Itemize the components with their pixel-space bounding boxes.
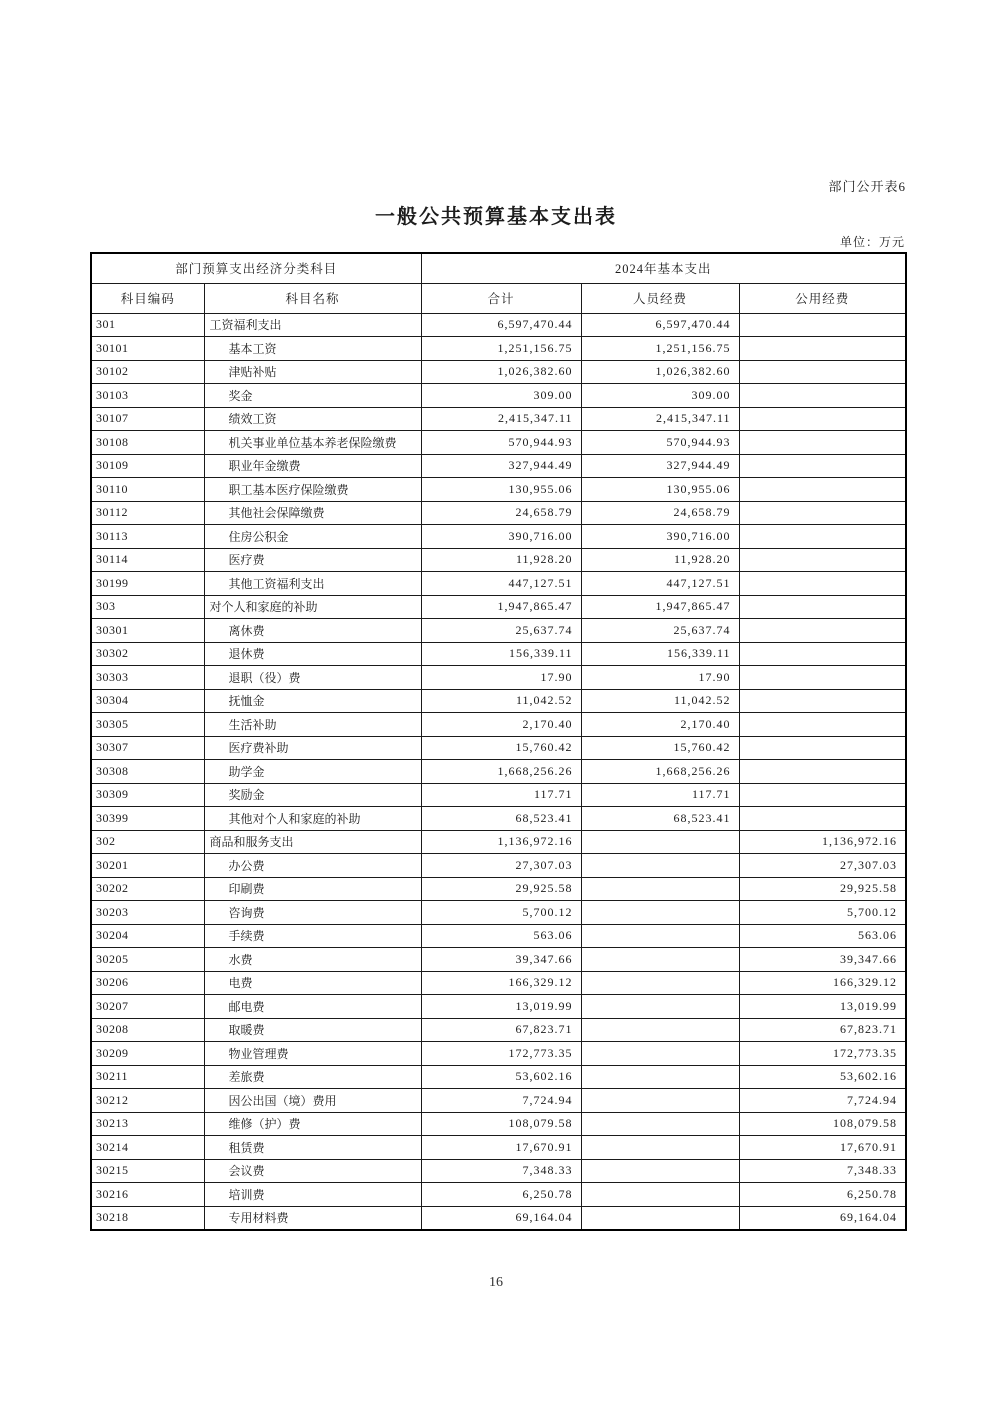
public-cell: 1,136,972.16 [739,830,906,854]
personnel-cell [581,877,739,901]
table-row [91,1065,906,1089]
subject-name-cell: 手续费 [204,924,421,948]
subject-name-cell: 差旅费 [204,1065,421,1089]
subject-code-cell: 302 [91,830,204,854]
subject-code-cell: 30205 [91,948,204,972]
subject-name-cell: 奖励金 [204,783,421,807]
personnel-cell: 6,597,470.44 [581,313,739,337]
subject-code-cell: 30211 [91,1065,204,1089]
total-cell: 108,079.58 [421,1112,581,1136]
subject-name-cell: 助学金 [204,760,421,784]
subject-name-cell: 水费 [204,948,421,972]
total-cell: 6,250.78 [421,1183,581,1207]
subject-code-cell: 30199 [91,572,204,596]
personnel-cell [581,830,739,854]
total-cell: 17.90 [421,666,581,690]
total-cell: 24,658.79 [421,501,581,525]
subject-name-cell: 绩效工资 [204,407,421,431]
subject-code-cell: 30212 [91,1089,204,1113]
public-cell [739,807,906,831]
total-cell: 447,127.51 [421,572,581,596]
public-cell: 29,925.58 [739,877,906,901]
personnel-cell: 1,668,256.26 [581,760,739,784]
table-row [91,337,906,361]
public-cell [739,666,906,690]
public-cell [739,407,906,431]
personnel-cell [581,854,739,878]
personnel-cell [581,1089,739,1113]
personnel-cell [581,971,739,995]
total-cell: 563.06 [421,924,581,948]
public-cell [739,619,906,643]
public-cell [739,760,906,784]
public-cell [739,313,906,337]
subject-code-cell: 30109 [91,454,204,478]
table-row [91,431,906,455]
total-cell: 39,347.66 [421,948,581,972]
public-cell: 5,700.12 [739,901,906,925]
subject-code-cell: 30209 [91,1042,204,1066]
subject-code-cell: 30107 [91,407,204,431]
subject-code-cell: 30110 [91,478,204,502]
public-cell: 69,164.04 [739,1206,906,1230]
subject-name-cell: 离休费 [204,619,421,643]
table-row [91,854,906,878]
public-cell: 17,670.91 [739,1136,906,1160]
page-title: 一般公共预算基本支出表 [375,206,617,228]
subject-name-cell: 其他工资福利支出 [204,572,421,596]
public-cell: 563.06 [739,924,906,948]
public-cell: 39,347.66 [739,948,906,972]
table-row [91,783,906,807]
subject-code-cell: 30308 [91,760,204,784]
personnel-cell [581,1159,739,1183]
total-cell: 309.00 [421,384,581,408]
subject-name-cell: 维修（护）费 [204,1112,421,1136]
subject-code-cell: 30113 [91,525,204,549]
table-row [91,313,906,337]
public-cell: 166,329.12 [739,971,906,995]
table-row [91,736,906,760]
personnel-cell [581,995,739,1019]
personnel-cell [581,1018,739,1042]
subject-code-cell: 30302 [91,642,204,666]
total-cell: 2,170.40 [421,713,581,737]
table-row [91,642,906,666]
total-cell: 53,602.16 [421,1065,581,1089]
subject-name-cell: 抚恤金 [204,689,421,713]
subject-name-cell: 商品和服务支出 [204,830,421,854]
table-row [91,1159,906,1183]
personnel-cell [581,948,739,972]
subject-code-cell: 30304 [91,689,204,713]
table-row [91,478,906,502]
personnel-cell: 2,170.40 [581,713,739,737]
table-row [91,501,906,525]
public-cell [739,501,906,525]
personnel-cell: 156,339.11 [581,642,739,666]
table-row [91,689,906,713]
public-cell [739,548,906,572]
table-row [91,1018,906,1042]
table-row [91,548,906,572]
public-cell [739,360,906,384]
table-row [91,572,906,596]
subject-name-cell: 其他对个人和家庭的补助 [204,807,421,831]
table-row [91,454,906,478]
subject-name-cell: 其他社会保障缴费 [204,501,421,525]
total-cell: 570,944.93 [421,431,581,455]
subject-code-cell: 30301 [91,619,204,643]
subject-code-cell: 30399 [91,807,204,831]
table-row [91,619,906,643]
subject-name-cell: 职工基本医疗保险缴费 [204,478,421,502]
public-cell [739,525,906,549]
subject-code-cell: 30114 [91,548,204,572]
table-row [91,384,906,408]
total-cell: 1,136,972.16 [421,830,581,854]
subject-name-cell: 邮电费 [204,995,421,1019]
table-row [91,948,906,972]
subject-name-cell: 退休费 [204,642,421,666]
subject-code-cell: 30202 [91,877,204,901]
public-cell [739,572,906,596]
subject-code-cell: 30101 [91,337,204,361]
personnel-cell [581,1183,739,1207]
total-cell: 166,329.12 [421,971,581,995]
total-cell: 1,026,382.60 [421,360,581,384]
subject-name-cell: 津贴补贴 [204,360,421,384]
total-cell: 11,042.52 [421,689,581,713]
total-cell: 1,251,156.75 [421,337,581,361]
subject-code-cell: 30112 [91,501,204,525]
public-cell: 108,079.58 [739,1112,906,1136]
subject-code-cell: 30213 [91,1112,204,1136]
public-cell [739,736,906,760]
subject-code-cell: 30303 [91,666,204,690]
subject-code-cell: 30108 [91,431,204,455]
subject-name-cell: 医疗费补助 [204,736,421,760]
subject-name-cell: 咨询费 [204,901,421,925]
unit-note: 单位：万元 [839,235,905,249]
subject-name-cell: 物业管理费 [204,1042,421,1066]
subject-code-cell: 30215 [91,1159,204,1183]
subject-name-cell: 租赁费 [204,1136,421,1160]
personnel-cell: 1,251,156.75 [581,337,739,361]
total-cell: 13,019.99 [421,995,581,1019]
personnel-cell [581,1042,739,1066]
personnel-cell: 24,658.79 [581,501,739,525]
table-row [91,877,906,901]
public-cell: 6,250.78 [739,1183,906,1207]
table-row [91,901,906,925]
budget-expenditure-table [90,252,907,1231]
total-cell: 25,637.74 [421,619,581,643]
page-number: 16 [489,1275,503,1290]
public-cell [739,642,906,666]
table-row [91,807,906,831]
header-columns-row [91,283,906,313]
subject-name-cell: 职业年金缴费 [204,454,421,478]
total-cell: 1,668,256.26 [421,760,581,784]
total-cell: 390,716.00 [421,525,581,549]
table-row [91,1112,906,1136]
subject-code-cell: 30203 [91,901,204,925]
table-row [91,525,906,549]
public-cell [739,689,906,713]
table-body [91,313,906,1230]
subject-code-cell: 30102 [91,360,204,384]
public-cell: 53,602.16 [739,1065,906,1089]
public-cell [739,783,906,807]
subject-name-cell: 基本工资 [204,337,421,361]
subject-code-cell: 30305 [91,713,204,737]
subject-code-cell: 30214 [91,1136,204,1160]
table-row [91,1042,906,1066]
table-row [91,924,906,948]
subject-code-cell: 30309 [91,783,204,807]
subject-code-cell: 30206 [91,971,204,995]
subject-name-cell: 专用材料费 [204,1206,421,1230]
table-row [91,1136,906,1160]
subject-name-cell: 电费 [204,971,421,995]
total-cell: 5,700.12 [421,901,581,925]
personnel-cell: 68,523.41 [581,807,739,831]
column-header-public: 公用经费 [739,283,906,313]
table-row [91,666,906,690]
subject-code-cell: 30201 [91,854,204,878]
subject-code-cell: 30307 [91,736,204,760]
doc-label: 部门公开表6 [828,179,906,194]
personnel-cell: 117.71 [581,783,739,807]
table-row [91,360,906,384]
total-cell: 130,955.06 [421,478,581,502]
public-cell: 27,307.03 [739,854,906,878]
subject-code-cell: 303 [91,595,204,619]
personnel-cell [581,1206,739,1230]
personnel-cell: 390,716.00 [581,525,739,549]
personnel-cell [581,901,739,925]
public-cell [739,595,906,619]
table-row [91,1206,906,1230]
subject-code-cell: 301 [91,313,204,337]
subject-code-cell: 30103 [91,384,204,408]
total-cell: 68,523.41 [421,807,581,831]
subject-name-cell: 工资福利支出 [204,313,421,337]
personnel-cell: 447,127.51 [581,572,739,596]
public-cell [739,337,906,361]
personnel-cell [581,1136,739,1160]
personnel-cell: 2,415,347.11 [581,407,739,431]
public-cell: 7,348.33 [739,1159,906,1183]
total-cell: 27,307.03 [421,854,581,878]
subject-name-cell: 奖金 [204,384,421,408]
header-group-classification: 部门预算支出经济分类科目 [91,253,421,283]
public-cell: 7,724.94 [739,1089,906,1113]
total-cell: 15,760.42 [421,736,581,760]
table-row [91,595,906,619]
personnel-cell: 11,042.52 [581,689,739,713]
column-header-name: 科目名称 [204,283,421,313]
total-cell: 327,944.49 [421,454,581,478]
personnel-cell: 25,637.74 [581,619,739,643]
column-header-personnel: 人员经费 [581,283,739,313]
personnel-cell: 327,944.49 [581,454,739,478]
table-row [91,713,906,737]
subject-code-cell: 30208 [91,1018,204,1042]
table-row [91,995,906,1019]
table-row [91,1089,906,1113]
subject-name-cell: 培训费 [204,1183,421,1207]
header-group-row [91,253,906,283]
public-cell [739,713,906,737]
subject-code-cell: 30207 [91,995,204,1019]
subject-name-cell: 对个人和家庭的补助 [204,595,421,619]
public-cell [739,431,906,455]
total-cell: 29,925.58 [421,877,581,901]
subject-name-cell: 会议费 [204,1159,421,1183]
public-cell [739,478,906,502]
subject-code-cell: 30218 [91,1206,204,1230]
personnel-cell: 1,947,865.47 [581,595,739,619]
table-row [91,971,906,995]
personnel-cell: 11,928.20 [581,548,739,572]
public-cell: 172,773.35 [739,1042,906,1066]
subject-name-cell: 生活补助 [204,713,421,737]
personnel-cell: 15,760.42 [581,736,739,760]
subject-name-cell: 印刷费 [204,877,421,901]
subject-code-cell: 30204 [91,924,204,948]
column-header-code: 科目编码 [91,283,204,313]
subject-name-cell: 住房公积金 [204,525,421,549]
header-group-year: 2024年基本支出 [421,253,906,283]
total-cell: 6,597,470.44 [421,313,581,337]
total-cell: 1,947,865.47 [421,595,581,619]
subject-name-cell: 医疗费 [204,548,421,572]
table-header [91,253,906,313]
total-cell: 117.71 [421,783,581,807]
table-row [91,830,906,854]
total-cell: 172,773.35 [421,1042,581,1066]
personnel-cell [581,1112,739,1136]
public-cell: 67,823.71 [739,1018,906,1042]
column-header-total: 合计 [421,283,581,313]
total-cell: 7,724.94 [421,1089,581,1113]
public-cell: 13,019.99 [739,995,906,1019]
total-cell: 2,415,347.11 [421,407,581,431]
subject-code-cell: 30216 [91,1183,204,1207]
personnel-cell: 570,944.93 [581,431,739,455]
table-row [91,760,906,784]
total-cell: 67,823.71 [421,1018,581,1042]
total-cell: 11,928.20 [421,548,581,572]
personnel-cell: 17.90 [581,666,739,690]
subject-name-cell: 机关事业单位基本养老保险缴费 [204,431,421,455]
personnel-cell: 1,026,382.60 [581,360,739,384]
personnel-cell [581,1065,739,1089]
subject-name-cell: 因公出国（境）费用 [204,1089,421,1113]
subject-name-cell: 办公费 [204,854,421,878]
subject-name-cell: 退职（役）费 [204,666,421,690]
public-cell [739,454,906,478]
table-row [91,407,906,431]
subject-name-cell: 取暖费 [204,1018,421,1042]
public-cell [739,384,906,408]
total-cell: 69,164.04 [421,1206,581,1230]
personnel-cell [581,924,739,948]
personnel-cell: 309.00 [581,384,739,408]
total-cell: 156,339.11 [421,642,581,666]
total-cell: 17,670.91 [421,1136,581,1160]
personnel-cell: 130,955.06 [581,478,739,502]
total-cell: 7,348.33 [421,1159,581,1183]
table-row [91,1183,906,1207]
